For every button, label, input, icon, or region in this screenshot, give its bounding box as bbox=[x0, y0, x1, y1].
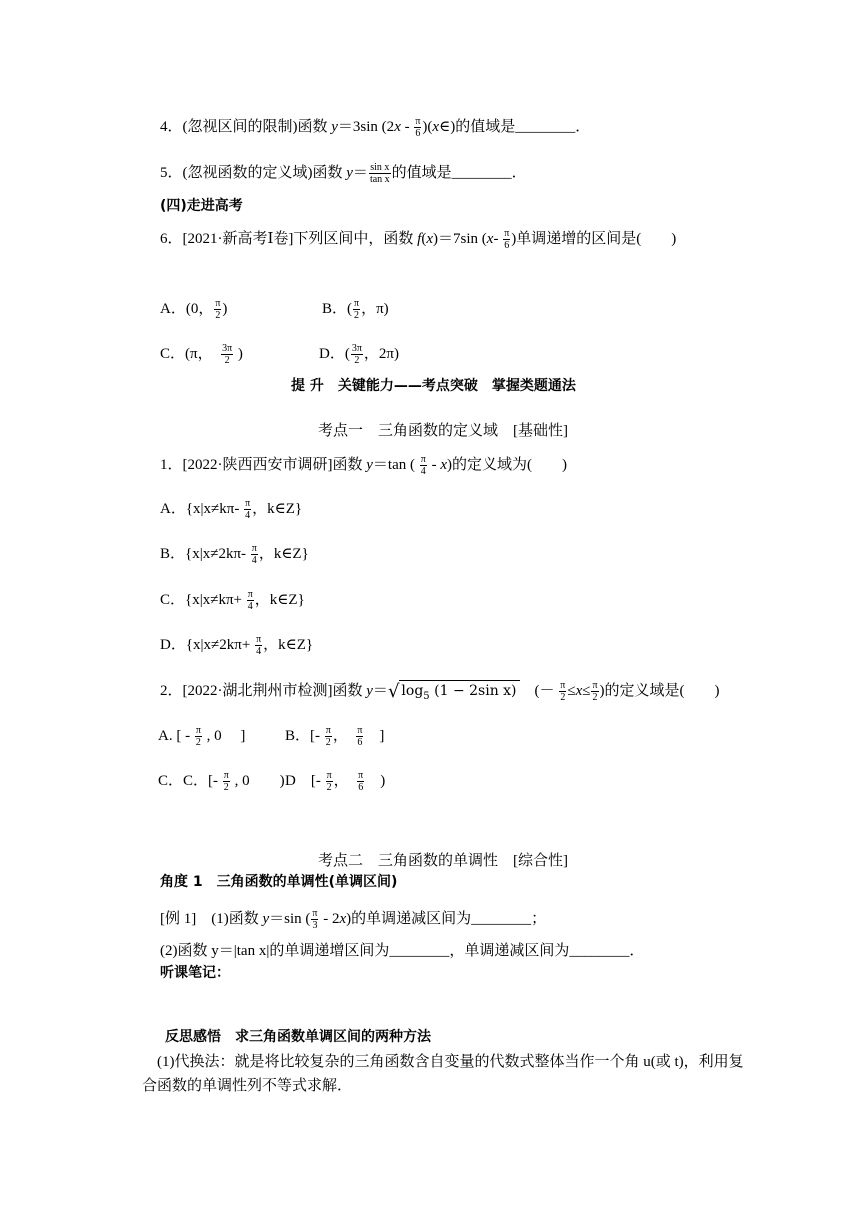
fraction: $\frac{\pi}{6}$ bbox=[357, 725, 363, 748]
fraction: $\frac{\pi}{3}$ bbox=[312, 908, 318, 931]
example-1a: [例 1] (1)函数 y＝sin ( $\frac{\pi}{3}$ - 2x)的单调递减区间为________； bbox=[160, 908, 547, 931]
topic-2-title: 考点二 三角函数的单调性 [综合性] bbox=[318, 853, 568, 869]
fraction: $\frac{\pi}{2}$ bbox=[195, 725, 201, 748]
fraction: $\frac{\pi}{4}$ bbox=[245, 498, 251, 521]
option-6b: B．( $\frac{\pi}{2}$ ，π) bbox=[322, 298, 389, 321]
option-1c: C．{x|x≠kπ+ $\frac{\pi}{4}$ ，k∈Z} bbox=[160, 589, 305, 612]
option-2a: A. [ - $\frac{\pi}{2}$ , 0 ] bbox=[158, 725, 246, 748]
option-2b: B．[- $\frac{\pi}{2}$ ， $\frac{\pi}{6}$ ] bbox=[285, 725, 385, 748]
fraction: $\frac{\pi}{2}$ bbox=[354, 298, 360, 321]
fraction: $\frac{\pi}{4}$ bbox=[256, 634, 262, 657]
radical-sign: √ bbox=[387, 681, 400, 702]
fraction: $\frac{\pi}{4}$ bbox=[251, 543, 257, 566]
fraction: $\frac{3\pi}{2}$ bbox=[222, 343, 233, 366]
section-heading-4: (四)走进高考 bbox=[160, 198, 243, 214]
option-6c: C．(π， $\frac{3\pi}{2}$ ) bbox=[160, 343, 243, 366]
fraction: $\frac{\pi}{6}$ bbox=[415, 116, 421, 139]
fraction: $\frac{\pi}{2}$ bbox=[326, 770, 332, 793]
option-6d: D．( $\frac{3\pi}{2}$ ，2π) bbox=[319, 343, 399, 366]
problem-5: 5．(忽视函数的定义域)函数 y＝ $\frac{\text{sin x}}{\text{tan x}}$ 的值域是________． bbox=[160, 162, 527, 185]
reflection-heading: 反思感悟 求三角函数单调区间的两种方法 bbox=[165, 1029, 431, 1045]
fraction: $\frac{\pi}{2}$ bbox=[325, 725, 331, 748]
fraction: $\frac{\pi}{2}$ bbox=[215, 298, 221, 321]
option-1a: A．{x|x≠kπ- $\frac{\pi}{4}$ ，k∈Z} bbox=[160, 498, 303, 521]
fraction-sin-tan: $\frac{\text{sin x}}{\text{tan x}}$ bbox=[369, 162, 390, 185]
fraction: $\frac{\pi}{2}$ bbox=[223, 770, 229, 793]
fraction: $\frac{\pi}{4}$ bbox=[247, 589, 253, 612]
question-2: 2．[2022·湖北荆州市检测]函数 y＝√ $\log_5 (1 - 2\sin$ x) (－ $\frac{\pi}{2}$ ≤x≤ $\frac{\pi}{2}$ )的定义域是( ) bbox=[160, 680, 720, 707]
fraction: $\frac{\pi}{6}$ bbox=[504, 228, 510, 251]
fraction: $\frac{\pi}{4}$ bbox=[420, 454, 426, 477]
notes-label: 听课笔记： bbox=[160, 965, 230, 981]
example-1b: (2)函数 y＝|tan x|的单调递增区间为________，单调递减区间为________． bbox=[160, 943, 645, 959]
fraction: $\frac{3\pi}{2}$ bbox=[351, 343, 362, 366]
option-2d: D [- $\frac{\pi}{2}$ ， $\frac{\pi}{6}$ ) bbox=[285, 770, 386, 793]
problem-6: 6．[2021·新高考Ⅰ卷]下列区间中，函数 f(x)＝7sin (x- $\frac{\pi}{6}$ )单调递增的区间是( ) bbox=[160, 228, 677, 251]
topic-1-title: 考点一 三角函数的定义域 [基础性] bbox=[318, 423, 568, 439]
section-title: 提 升 关键能力——考点突破 掌握类题通法 bbox=[291, 378, 576, 394]
fraction: $\frac{\pi}{6}$ bbox=[358, 770, 364, 793]
angle-1-heading: 角度 1 三角函数的单调性(单调区间) bbox=[160, 874, 398, 890]
problem-4: 4．(忽视区间的限制)函数 y＝3sin (2x - $\frac{\pi}{6}$ )(x∈)的值域是________． bbox=[160, 116, 591, 139]
method-1-paragraph: (1)代换法：就是将比较复杂的三角函数含自变量的代数式整体当作一个角 u(或 t)，利用复合函数的单调性列不等式求解． bbox=[142, 1054, 744, 1094]
option-1b: B．{x|x≠2kπ- $\frac{\pi}{4}$ ，k∈Z} bbox=[160, 543, 309, 566]
question-1: 1．[2022·陕西西安市调研]函数 y＝tan ( $\frac{\pi}{4}$ - x)的定义域为( ) bbox=[160, 454, 567, 477]
fraction: $\frac{\pi}{2}$ bbox=[560, 680, 566, 704]
option-1d: D．{x|x≠2kπ+ $\frac{\pi}{4}$ ，k∈Z} bbox=[160, 634, 314, 657]
option-2c: C．C．[- $\frac{\pi}{2}$ , 0 ) bbox=[158, 770, 285, 793]
fraction: $\frac{\pi}{2}$ bbox=[592, 680, 598, 704]
option-6a: A．(0， $\frac{\pi}{2}$ ) bbox=[160, 298, 228, 321]
radicand: $\log_5 (1 - 2\sin$ x) bbox=[399, 680, 519, 707]
